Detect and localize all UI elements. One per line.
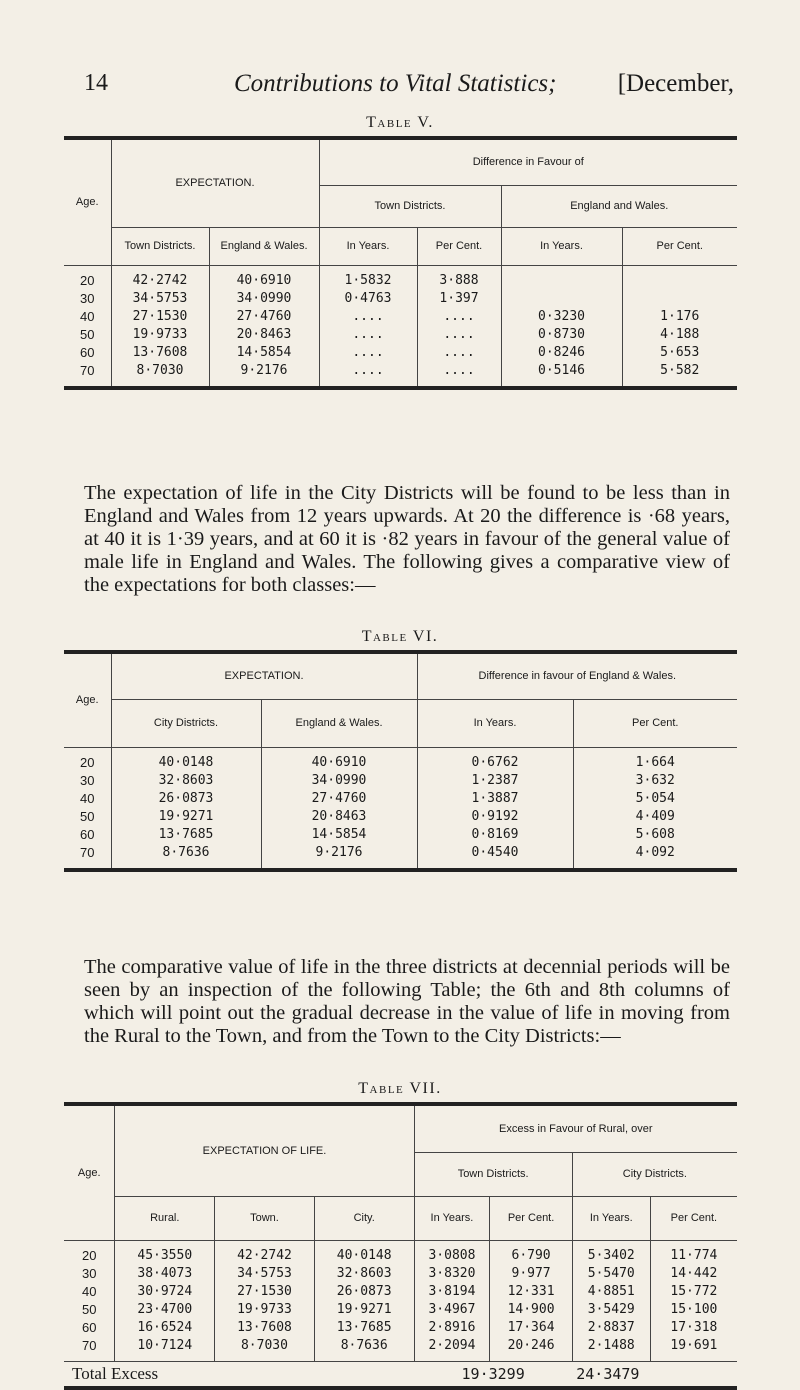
cell: 2·8837 xyxy=(572,1319,650,1337)
t7-h-city: City. xyxy=(314,1196,414,1240)
cell: 5·3402 xyxy=(572,1240,650,1265)
cell: 5·653 xyxy=(660,344,700,360)
cell: 40 xyxy=(64,1283,115,1301)
running-head xyxy=(84,70,734,100)
table-row xyxy=(64,808,737,826)
t7-h-expectation: EXPECTATION OF LIFE. xyxy=(115,1104,414,1196)
cell: 50 xyxy=(64,326,111,344)
cell: 3·632 xyxy=(635,772,675,788)
table-7 xyxy=(64,1102,737,1390)
t5-h-expectation: EXPECTATION. xyxy=(111,138,319,227)
cell: .... xyxy=(319,362,417,388)
running-month: [December, xyxy=(617,70,734,97)
t7-h-per-cent-2: Per Cent. xyxy=(650,1196,737,1240)
total-row xyxy=(64,1361,737,1388)
cell: 34·0990 xyxy=(261,772,417,790)
cell: 27·4760 xyxy=(209,308,319,326)
cell: 9·977 xyxy=(490,1265,572,1283)
cell: 14·900 xyxy=(490,1301,572,1319)
cell: 3·0808 xyxy=(414,1240,490,1265)
t7-h-rural: Rural. xyxy=(115,1196,215,1240)
cell: 20·8463 xyxy=(209,326,319,344)
cell: 19·691 xyxy=(670,1337,718,1353)
table-row xyxy=(64,344,737,362)
cell: 2·2094 xyxy=(414,1337,490,1362)
cell: .... xyxy=(417,326,501,344)
cell: 3·5429 xyxy=(572,1301,650,1319)
t7-h-in-years-1: In Years. xyxy=(414,1196,490,1240)
cell: .... xyxy=(417,362,501,388)
table-row xyxy=(64,772,737,790)
cell: 5·054 xyxy=(635,790,675,806)
cell: 4·188 xyxy=(660,326,700,342)
cell: 1·2387 xyxy=(417,772,573,790)
cell: 8·7636 xyxy=(314,1337,414,1362)
cell: 19·9733 xyxy=(111,326,209,344)
t5-h-sub-england: England & Wales. xyxy=(209,227,319,265)
t7-h-excess: Excess in Favour of Rural, over xyxy=(414,1104,737,1152)
cell: 26·0873 xyxy=(314,1283,414,1301)
cell: .... xyxy=(417,344,501,362)
cell: 20 xyxy=(64,747,111,772)
table-row xyxy=(64,362,737,388)
paragraph-1: The expectation of life in the City Districts will be found to be less than in England and Wales from 12 years upwards. At 20 the difference is ·68 years, at 40 it is 1·39 years, and at 60 it is ·82 years in favour of the general value of male life in England and Wales. The following gives a comparative view of the expectations for both classes:— xyxy=(84,482,730,596)
paragraph-2: The comparative value of life in the three districts at decennial periods will be seen by an inspection of the following Table; the 6th and 8th columns of which will point out the gradual decrease in the value of life in moving from the Rural to the Town, and from the Town to the City Districts:— xyxy=(84,956,730,1047)
cell: 20 xyxy=(64,1240,115,1265)
cell: 4·8851 xyxy=(572,1283,650,1301)
cell: 27·4760 xyxy=(261,790,417,808)
table-5 xyxy=(64,136,737,390)
t5-h-in-years-1: In Years. xyxy=(319,227,417,265)
cell: 8·7030 xyxy=(111,362,209,388)
cell: 38·4073 xyxy=(115,1265,215,1283)
cell: 0·8246 xyxy=(501,344,622,362)
cell: 20·246 xyxy=(490,1337,572,1362)
cell: 27·1530 xyxy=(111,308,209,326)
table-row xyxy=(64,1319,737,1337)
t7-h-town: Town. xyxy=(215,1196,315,1240)
cell xyxy=(501,290,622,308)
cell: 6·790 xyxy=(490,1240,572,1265)
table-row xyxy=(64,747,737,772)
cell: 10·7124 xyxy=(115,1337,215,1362)
t5-h-in-years-2: In Years. xyxy=(501,227,622,265)
t5-h-england-wales: England and Wales. xyxy=(501,185,737,227)
cell: 0·4540 xyxy=(417,844,573,870)
cell: 34·5753 xyxy=(215,1265,315,1283)
cell: 50 xyxy=(64,808,111,826)
cell: 34·0990 xyxy=(209,290,319,308)
cell: 14·442 xyxy=(670,1265,718,1281)
cell: 2·1488 xyxy=(572,1337,650,1362)
cell: 11·774 xyxy=(670,1247,718,1263)
cell: 42·2742 xyxy=(215,1240,315,1265)
total-label: Total Excess xyxy=(64,1361,414,1388)
table-6 xyxy=(64,650,737,872)
table-row xyxy=(64,1337,737,1362)
table-row xyxy=(64,326,737,344)
cell: 0·6762 xyxy=(417,747,573,772)
cell: 40·0148 xyxy=(111,747,261,772)
t6-h-per-cent: Per Cent. xyxy=(573,699,737,747)
t5-h-difference: Difference in Favour of xyxy=(319,138,737,185)
cell: 70 xyxy=(64,1337,115,1362)
cell: 5·582 xyxy=(660,362,700,378)
t6-h-difference: Difference in favour of England & Wales. xyxy=(417,652,737,699)
cell: 40·6910 xyxy=(209,265,319,290)
cell: 13·7608 xyxy=(215,1319,315,1337)
cell: 27·1530 xyxy=(215,1283,315,1301)
cell: 0·4763 xyxy=(319,290,417,308)
cell: .... xyxy=(319,344,417,362)
t5-h-per-cent-2: Per Cent. xyxy=(622,227,737,265)
cell: 3·4967 xyxy=(414,1301,490,1319)
t6-h-expectation: EXPECTATION. xyxy=(111,652,417,699)
table-6-title: Table VI. xyxy=(361,628,439,645)
cell: 3·888 xyxy=(417,265,501,290)
t7-h-per-cent-1: Per Cent. xyxy=(490,1196,572,1240)
table-row xyxy=(64,790,737,808)
cell: 30·9724 xyxy=(115,1283,215,1301)
t6-h-city: City Districts. xyxy=(111,699,261,747)
cell: 0·3230 xyxy=(501,308,622,326)
cell: 42·2742 xyxy=(111,265,209,290)
cell: 4·409 xyxy=(635,808,675,824)
page-number: 14 xyxy=(84,70,108,96)
cell: 40·6910 xyxy=(261,747,417,772)
cell: 23·4700 xyxy=(115,1301,215,1319)
cell: 19·9271 xyxy=(314,1301,414,1319)
cell: 1·664 xyxy=(635,754,675,770)
table-row xyxy=(64,826,737,844)
cell: 34·5753 xyxy=(111,290,209,308)
cell: 32·8603 xyxy=(111,772,261,790)
cell: 32·8603 xyxy=(314,1265,414,1283)
t6-h-age: Age. xyxy=(64,652,111,747)
cell: 9·2176 xyxy=(261,844,417,870)
cell: 60 xyxy=(64,826,111,844)
cell: 14·5854 xyxy=(209,344,319,362)
cell: 45·3550 xyxy=(115,1240,215,1265)
cell: 60 xyxy=(64,344,111,362)
cell: 40·0148 xyxy=(314,1240,414,1265)
cell: 16·6524 xyxy=(115,1319,215,1337)
table-5-title: Table V. xyxy=(366,114,434,131)
cell: 5·608 xyxy=(635,826,675,842)
cell: 70 xyxy=(64,362,111,388)
t7-h-town-districts: Town Districts. xyxy=(414,1152,572,1196)
cell: 5·5470 xyxy=(572,1265,650,1283)
cell: 1·397 xyxy=(417,290,501,308)
cell: 12·331 xyxy=(490,1283,572,1301)
cell: 70 xyxy=(64,844,111,870)
cell: 30 xyxy=(64,1265,115,1283)
cell: 2·8916 xyxy=(414,1319,490,1337)
cell: 60 xyxy=(64,1319,115,1337)
cell: 0·5146 xyxy=(501,362,622,388)
total-town: 19·3299 xyxy=(414,1361,572,1388)
cell: 17·318 xyxy=(670,1319,718,1335)
cell: 50 xyxy=(64,1301,115,1319)
t6-h-in-years: In Years. xyxy=(417,699,573,747)
cell: 8·7636 xyxy=(111,844,261,870)
cell: 20 xyxy=(64,265,111,290)
cell: 14·5854 xyxy=(261,826,417,844)
cell xyxy=(501,265,622,290)
cell: 13·7685 xyxy=(111,826,261,844)
cell: 40 xyxy=(64,790,111,808)
table-row xyxy=(64,265,737,290)
table-row xyxy=(64,1240,737,1265)
cell: 1·5832 xyxy=(319,265,417,290)
cell xyxy=(622,265,737,290)
total-city: 24·3479 xyxy=(572,1361,737,1388)
cell: 26·0873 xyxy=(111,790,261,808)
cell: .... xyxy=(319,308,417,326)
cell: 15·100 xyxy=(670,1301,718,1317)
cell: 0·8730 xyxy=(501,326,622,344)
running-title: Contributions to Vital Statistics; xyxy=(234,70,557,97)
cell: 20·8463 xyxy=(261,808,417,826)
cell: 1·3887 xyxy=(417,790,573,808)
table-row xyxy=(64,1301,737,1319)
cell: 15·772 xyxy=(670,1283,718,1299)
t5-h-per-cent-1: Per Cent. xyxy=(417,227,501,265)
cell: .... xyxy=(417,308,501,326)
cell: 40 xyxy=(64,308,111,326)
t7-h-city-districts: City Districts. xyxy=(572,1152,737,1196)
cell: 13·7608 xyxy=(111,344,209,362)
cell: 4·092 xyxy=(635,844,675,860)
cell: 13·7685 xyxy=(314,1319,414,1337)
t5-h-age: Age. xyxy=(64,138,111,265)
t7-h-age: Age. xyxy=(64,1104,115,1240)
t5-h-town-districts: Town Districts. xyxy=(319,185,501,227)
table-row xyxy=(64,1265,737,1283)
cell: 19·9271 xyxy=(111,808,261,826)
table-row xyxy=(64,290,737,308)
table-7-title: Table VII. xyxy=(358,1080,442,1097)
cell: 17·364 xyxy=(490,1319,572,1337)
cell: 3·8320 xyxy=(414,1265,490,1283)
t7-h-in-years-2: In Years. xyxy=(572,1196,650,1240)
cell: 30 xyxy=(64,772,111,790)
cell: 0·9192 xyxy=(417,808,573,826)
cell xyxy=(622,290,737,308)
table-row xyxy=(64,1283,737,1301)
cell: 19·9733 xyxy=(215,1301,315,1319)
cell: 30 xyxy=(64,290,111,308)
cell: 8·7030 xyxy=(215,1337,315,1362)
cell: 3·8194 xyxy=(414,1283,490,1301)
table-row xyxy=(64,844,737,870)
cell: .... xyxy=(319,326,417,344)
t5-h-sub-town: Town Districts. xyxy=(111,227,209,265)
cell: 1·176 xyxy=(660,308,700,324)
cell: 0·8169 xyxy=(417,826,573,844)
t6-h-england: England & Wales. xyxy=(261,699,417,747)
table-row xyxy=(64,308,737,326)
cell: 9·2176 xyxy=(209,362,319,388)
